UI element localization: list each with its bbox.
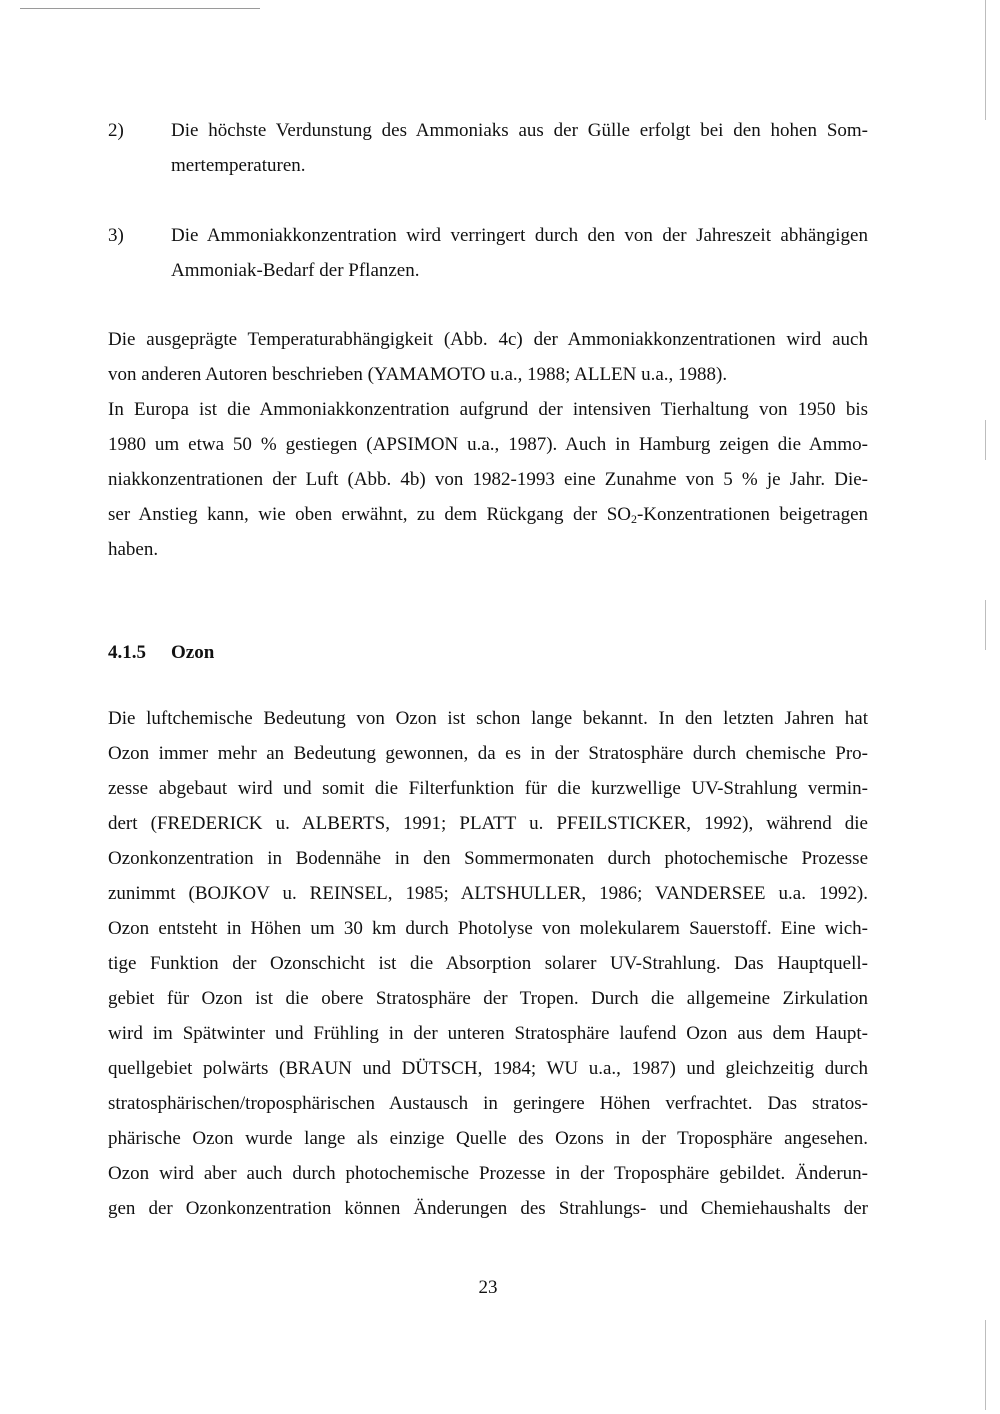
paragraph-line: Die luftchemische Bedeutung von Ozon ist schon lange bekannt. In den letzten Jahren hat: [108, 708, 868, 729]
paragraph-line: haben.: [108, 539, 159, 560]
paragraph-line: Ozon immer mehr an Bedeutung gewonnen, da es in der Stratosphäre durch chemische Pro-: [108, 743, 868, 764]
paragraph-line: Ozon wird aber auch durch photochemische Prozesse in der Troposphäre gebildet. Änderun-: [108, 1163, 868, 1184]
paragraph-line: 1980 um etwa 50 % gestiegen (APSIMON u.a., 1987). Auch in Hamburg zeigen die Ammo-: [108, 434, 868, 455]
paragraph-line: zesse abgebaut wird und somit die Filterfunktion für die kurzwellige UV-Strahlung vermin-: [108, 778, 868, 799]
paragraph-line: Ozon entsteht in Höhen um 30 km durch Photolyse von molekularem Sauerstoff. Eine wich-: [108, 918, 868, 939]
section-number: 4.1.5: [108, 642, 146, 663]
paragraph-line: niakkonzentrationen der Luft (Abb. 4b) von 1982-1993 eine Zunahme von 5 % je Jahr. Die-: [108, 469, 868, 490]
paragraph-line: Die ausgeprägte Temperaturabhängigkeit (Abb. 4c) der Ammoniakkonzentrationen wird auch: [108, 329, 868, 350]
scan-artifact-edge: [985, 0, 986, 120]
section-title: Ozon: [171, 642, 215, 663]
list-item-line: Die Ammoniakkonzentration wird verringert durch den von der Jahreszeit abhängigen: [171, 225, 868, 246]
scan-artifact-edge: [985, 1320, 986, 1410]
page-number: 23: [478, 1277, 498, 1298]
list-item-number: 3): [108, 225, 124, 246]
list-item-number: 2): [108, 120, 124, 141]
paragraph-line: dert (FREDERICK u. ALBERTS, 1991; PLATT u. PFEILSTICKER, 1992), während die: [108, 813, 868, 834]
paragraph-line: gebiet für Ozon ist die obere Stratosphäre der Tropen. Durch die allgemeine Zirkulation: [108, 988, 868, 1009]
paragraph-line: phärische Ozon wurde lange als einzige Quelle des Ozons in der Troposphäre angesehen.: [108, 1128, 868, 1149]
so2-text-before: ser Anstieg kann, wie oben erwähnt, zu dem Rückgang der SO: [108, 504, 631, 525]
paragraph-line: wird im Spätwinter und Frühling in der unteren Stratosphäre laufend Ozon aus dem Haupt-: [108, 1023, 868, 1044]
so2-text-after: -Konzentrationen beigetragen: [636, 504, 869, 525]
list-item-line: Ammoniak-Bedarf der Pflanzen.: [171, 260, 420, 281]
section-heading: [108, 641, 214, 665]
paragraph-line: zunimmt (BOJKOV u. REINSEL, 1985; ALTSHULLER, 1986; VANDERSEE u.a. 1992).: [108, 883, 868, 904]
list-item-line: Die höchste Verdunstung des Ammoniaks aus der Gülle erfolgt bei den hohen Som-: [171, 120, 868, 141]
paragraph-line: quellgebiet polwärts (BRAUN und DÜTSCH, 1984; WU u.a., 1987) und gleichzeitig durch: [108, 1058, 868, 1079]
so2-subscript: 2: [630, 512, 637, 526]
scan-artifact-top: [20, 8, 260, 9]
paragraph-line: In Europa ist die Ammoniakkonzentration aufgrund der intensiven Tierhaltung von 1950 bis: [108, 399, 868, 420]
scan-artifact-edge: [985, 420, 986, 460]
paragraph-line: gen der Ozonkonzentration können Änderungen des Strahlungs- und Chemiehaushalts der: [108, 1198, 868, 1219]
scan-artifact-edge: [985, 600, 986, 650]
paragraph-line: von anderen Autoren beschrieben (YAMAMOTO u.a., 1988; ALLEN u.a., 1988).: [108, 364, 728, 385]
paragraph-line: tige Funktion der Ozonschicht ist die Absorption solarer UV-Strahlung. Das Hauptquell-: [108, 953, 868, 974]
paragraph-line: stratosphärischen/troposphärischen Austausch in geringere Höhen verfrachtet. Das stratos-: [108, 1093, 868, 1114]
list-item-line: mertemperaturen.: [171, 155, 306, 176]
paragraph-line: Ozonkonzentration in Bodennähe in den Sommermonaten durch photochemische Prozesse: [108, 848, 868, 869]
paragraph-line-so2: [108, 503, 868, 527]
